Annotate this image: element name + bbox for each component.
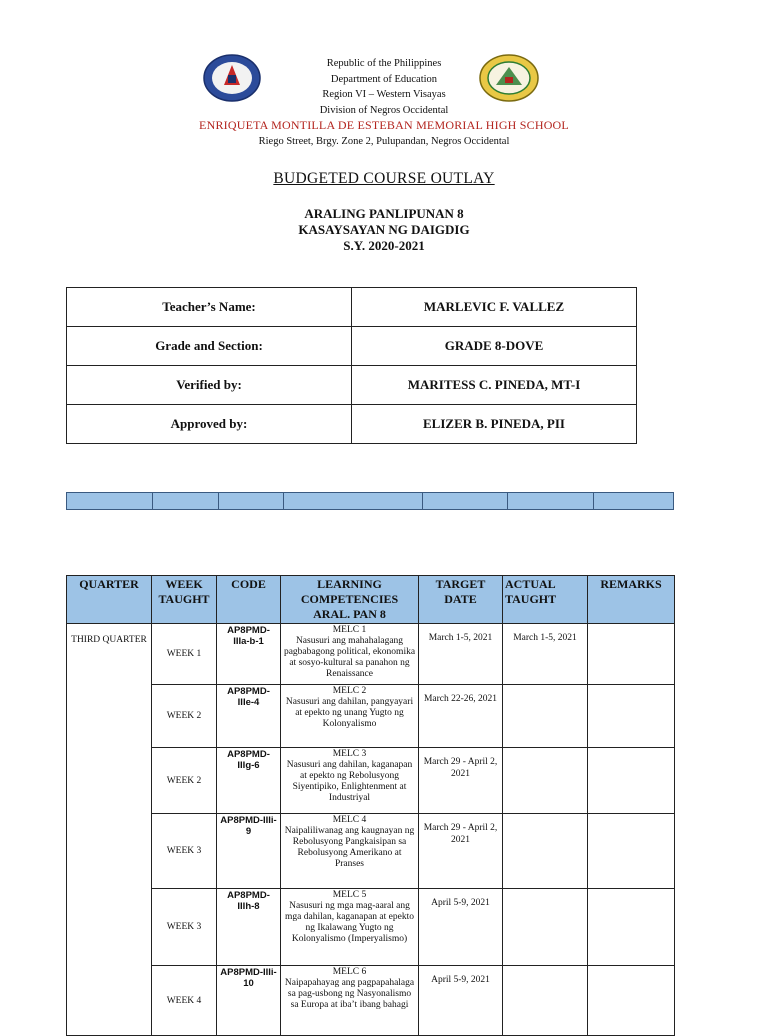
document-title: BUDGETED COURSE OUTLAY <box>273 170 495 187</box>
actual-taught-cell <box>503 685 588 748</box>
remarks-cell <box>588 814 675 889</box>
actual-taught-cell: March 1-5, 2021 <box>503 624 588 685</box>
code-cell: AP8PMD-IIIh-8 <box>217 889 281 966</box>
info-value: MARLEVIC F. VALLEZ <box>352 288 637 327</box>
letterhead-line: Republic of the Philippines <box>326 58 442 69</box>
competency-cell <box>281 748 419 814</box>
blank-cell <box>67 493 153 510</box>
code-cell: AP8PMD-IIIa-b-1 <box>217 624 281 685</box>
remarks-cell <box>588 966 675 1036</box>
week-cell: WEEK 2 <box>152 748 217 814</box>
info-value: MARITESS C. PINEDA, MT-I <box>352 366 637 405</box>
info-value: GRADE 8-DOVE <box>352 327 637 366</box>
target-date-cell: April 5-9, 2021 <box>419 889 503 966</box>
competency-cell <box>281 814 419 889</box>
week-cell: WEEK 4 <box>152 966 217 1036</box>
info-label: Teacher’s Name: <box>67 288 352 327</box>
info-value: ELIZER B. PINEDA, PII <box>352 405 637 444</box>
blank-cell <box>423 493 508 510</box>
table-row <box>67 814 675 889</box>
subject-line: S.Y. 2020-2021 <box>343 238 425 253</box>
table-row <box>67 889 675 966</box>
competency-cell <box>281 624 419 685</box>
school-name: ENRIQUETA MONTILLA DE ESTEBAN MEMORIAL HIGH SCHOOL <box>199 118 569 132</box>
week-cell: WEEK 3 <box>152 814 217 889</box>
info-row <box>67 366 637 405</box>
info-row <box>67 405 637 444</box>
competency-text: Nasusuri ang dahilan, pangyayari at epekto ng unang Yugto ng Kolonyalismo <box>285 697 414 729</box>
code-cell: AP8PMD-IIIg-6 <box>217 748 281 814</box>
remarks-cell <box>588 889 675 966</box>
competency-text: Nasusuri ang dahilan, kaganapan at epekto ng Rebolusyong Siyentipiko, Enlightenment at Industriyal <box>286 760 413 803</box>
target-date-cell: March 29 - April 2, 2021 <box>419 814 503 889</box>
quarter-cell: THIRD QUARTER <box>67 624 152 1036</box>
blank-cell <box>284 493 423 510</box>
blank-cell <box>594 493 674 510</box>
actual-taught-cell <box>503 889 588 966</box>
col-header: ACTUAL TAUGHT <box>503 576 588 624</box>
table-row <box>67 685 675 748</box>
subject-block <box>0 206 768 254</box>
subject-line: ARALING PANLIPUNAN 8 <box>304 206 464 221</box>
target-date-cell: April 5-9, 2021 <box>419 966 503 1036</box>
competency-text: Nasusuri ng mga mag-aaral ang mga dahilan, kaganapan at epekto ng Ikalawang Yugto ng Kolonyalismo (Imperyalismo) <box>285 901 414 944</box>
melc-label: MELC 2 <box>332 686 367 696</box>
competency-cell <box>281 889 419 966</box>
course-outlay-table <box>66 575 675 1036</box>
code-cell: AP8PMD-IIIe-4 <box>217 685 281 748</box>
letterhead-line: Department of Education <box>330 73 438 85</box>
remarks-cell <box>588 748 675 814</box>
blank-cell <box>508 493 594 510</box>
info-label: Approved by: <box>67 405 352 444</box>
table-row <box>67 624 675 685</box>
remarks-cell <box>588 624 675 685</box>
blank-cell <box>153 493 219 510</box>
target-date-cell: March 29 - April 2, 2021 <box>419 748 503 814</box>
teacher-info-table <box>66 287 637 444</box>
week-cell: WEEK 2 <box>152 685 217 748</box>
table-row <box>67 748 675 814</box>
melc-label: MELC 3 <box>332 749 367 759</box>
code-cell: AP8PMD-IIIi-10 <box>217 966 281 1036</box>
col-header: REMARKS <box>588 576 675 624</box>
competency-text: Naipapahayag ang pagpapahalaga sa pag-usbong ng Nasyonalismo sa Europa at iba’t ibang bahagi <box>284 978 415 1010</box>
table-row <box>67 966 675 1036</box>
code-cell: AP8PMD-IIIi-9 <box>217 814 281 889</box>
target-date-cell: March 22-26, 2021 <box>419 685 503 748</box>
blank-cell <box>219 493 284 510</box>
table-header-row <box>67 576 675 624</box>
competency-cell <box>281 685 419 748</box>
competency-cell <box>281 966 419 1036</box>
actual-taught-cell <box>503 814 588 889</box>
info-row <box>67 288 637 327</box>
competency-text: Naipaliliwanag ang kaugnayan ng Rebolusyong Pangkaisipan sa Rebolusyong Amerikano at Pranses <box>284 826 415 869</box>
letterhead <box>0 56 768 149</box>
col-header: CODE <box>217 576 281 624</box>
letterhead-line: Region VI – Western Visayas <box>322 89 446 100</box>
actual-taught-cell <box>503 748 588 814</box>
melc-label: MELC 5 <box>332 890 367 900</box>
target-date-cell: March 1-5, 2021 <box>419 624 503 685</box>
letterhead-line: Division of Negros Occidental <box>319 104 449 116</box>
info-label: Verified by: <box>67 366 352 405</box>
col-header: LEARNING COMPETENCIES ARAL. PAN 8 <box>281 576 419 624</box>
info-label: Grade and Section: <box>67 327 352 366</box>
actual-taught-cell <box>503 966 588 1036</box>
melc-label: MELC 1 <box>332 625 367 635</box>
melc-label: MELC 6 <box>332 967 367 977</box>
week-cell: WEEK 3 <box>152 889 217 966</box>
school-address: Riego Street, Brgy. Zone 2, Pulupandan, Negros Occidental <box>258 135 510 147</box>
blank-header-bar <box>66 492 674 510</box>
remarks-cell <box>588 685 675 748</box>
col-header: TARGET DATE <box>419 576 503 624</box>
competency-text: Nasusuri ang mahahalagang pagbabagong political, ekonomika at sosyo-kultural sa panahon ng Renaissance <box>283 636 416 679</box>
col-header: QUARTER <box>67 576 152 624</box>
col-header: WEEK TAUGHT <box>152 576 217 624</box>
melc-label: MELC 4 <box>332 815 367 825</box>
subject-line: KASAYSAYAN NG DAIGDIG <box>298 222 470 237</box>
info-row <box>67 327 637 366</box>
week-cell: WEEK 1 <box>152 624 217 685</box>
